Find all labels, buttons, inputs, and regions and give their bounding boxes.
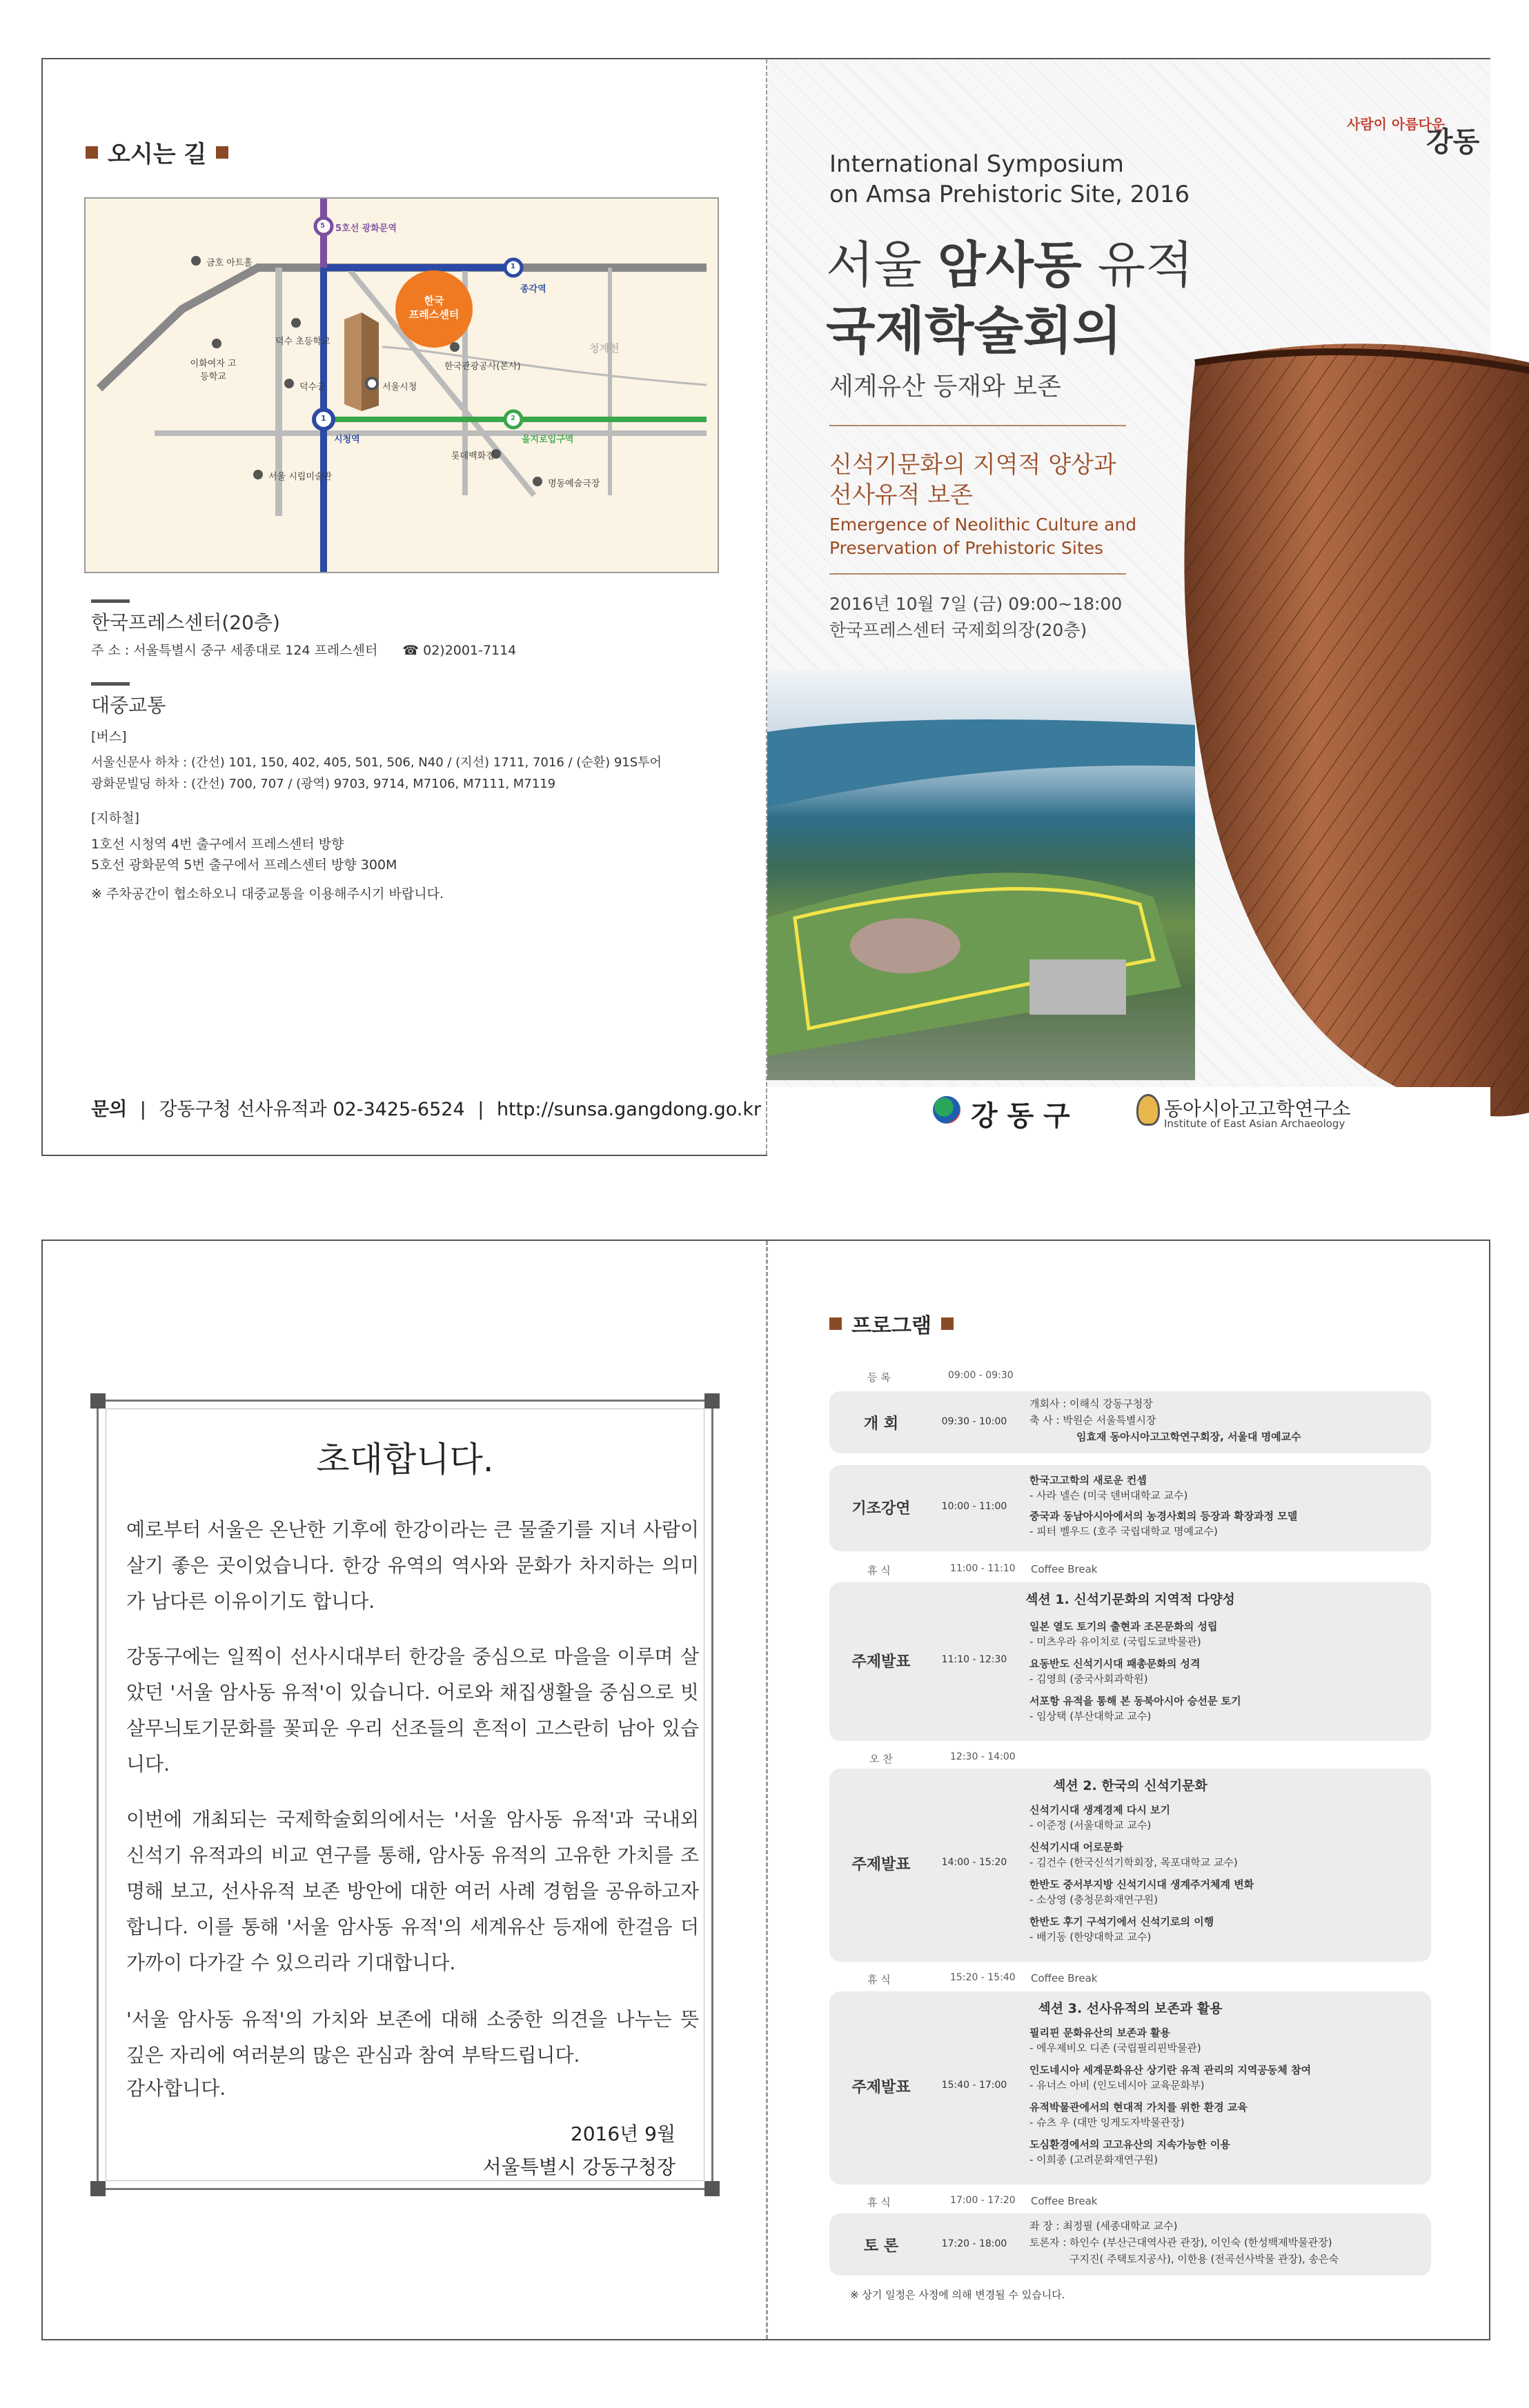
theme-ko-line-2: 선사유적 보존: [829, 481, 973, 509]
session-3-title: 섹션 3. 선사유적의 보존과 활용: [1038, 2001, 1223, 2016]
program-time: 12:30 - 14:00: [950, 1751, 1016, 1762]
event-date: 2016년 10월 7일 (금) 09:00~18:00: [829, 594, 1123, 614]
venue-phone: 02)2001-7114: [423, 643, 517, 658]
org-gangdong: 강 동 구: [971, 1100, 1070, 1132]
contact-url[interactable]: http://sunsa.gangdong.go.kr: [496, 1099, 762, 1120]
map-station-cityhall: 시청역: [334, 435, 360, 445]
program-label: 휴 식: [867, 1973, 891, 1986]
program-time: 17:00 - 17:20: [950, 2195, 1016, 2206]
bus-line-2: 광화문빌딩 하차 : (간선) 700, 707 / (광역) 9703, 9714, M7106, M7111, M7119: [91, 777, 556, 791]
venue-heading: 한국프레스센터(20층): [91, 611, 280, 634]
bullet-square-icon: [829, 1317, 842, 1330]
map-landmark: 덕수 초등학교: [275, 337, 331, 347]
corner-ornament-icon: [90, 2181, 106, 2196]
program-label: 등 록: [867, 1371, 891, 1384]
line-2-badge: 2: [511, 415, 515, 422]
program-time: 11:00 - 11:10: [950, 1563, 1016, 1574]
ko-title-line-2: 국제학술회의: [826, 301, 1122, 361]
fold-line: [766, 1241, 768, 2339]
letter-paragraph: 예로부터 서울은 온난한 기후에 한강이라는 큰 물줄기를 지녀 사람이 살기 좋은 곳이었습니다. 한강 유역의 역사와 문화가 차지하는 의미가 남다른 이유이기도 합니다.: [126, 1518, 699, 1613]
corner-ornament-icon: [704, 2181, 720, 2196]
amsa-aerial-photo: [767, 670, 1195, 1080]
en-title-line-1: International Symposium: [829, 150, 1124, 178]
letter-paragraph: 강동구에는 일찍이 선사시대부터 한강을 중심으로 마을을 이루며 살았던 '서울 암사동 유적'이 있습니다. 어로와 채집생활을 중심으로 빗살무늬토기문화를 꽃피운 우리 선조들의 흔적이 고스란히 남아 있습니다.: [126, 1645, 699, 1775]
ko-title-line-1: 서울 암사동 유적: [826, 236, 1194, 294]
venue-address: 주 소 : 서울특별시 중구 세종대로 124 프레스센터 ☎ 02)2001-7114: [91, 643, 517, 658]
letter-title: 초대합니다.: [316, 1440, 494, 1480]
bullet-square-icon: [86, 146, 98, 159]
program-row-keynote: 기조강연 10:00 - 11:00 한국고고학의 새로운 컨셉 - 사라 넬슨 (미국 덴버대학교 교수) 중국과 동남아시아에서의 농경사회의 등장과 확장과정 모델 - 피터 벨우드 (호주 국립대학교 명예교수): [829, 1465, 1431, 1551]
session-1-title: 섹션 1. 신석기문화의 지역적 다양성: [1025, 1592, 1235, 1607]
program-row-discussion: 토 론 17:20 - 18:00 좌 장 : 최정필 (세종대학교 교수) 토론자 : 하인수 (부산근대역사관 관장), 이인숙 (한성백제박물관장) 구지진( 주택토지공사), 이한용 (전곡선사박물 관장), 송은숙: [829, 2213, 1431, 2276]
cover-divider: [829, 425, 1126, 426]
invitation-letter: [97, 1400, 713, 2190]
cover-subtitle: 세계유산 등재와 보존: [829, 372, 1061, 401]
program-time: 09:00 - 09:30: [948, 1370, 1014, 1381]
letter-signer: 서울특별시 강동구청장: [482, 2156, 675, 2178]
event-venue: 한국프레스센터 국제회의장(20층): [829, 620, 1087, 640]
cover-footer: [767, 1087, 1490, 1156]
line-5-badge: 5: [320, 222, 325, 230]
letter-paragraph: '서울 암사동 유적'의 가치와 보존에 대해 소중한 의견을 나누는 뜻 깊은 자리에 여러분의 많은 관심과 참여 부탁드립니다.: [126, 2008, 699, 2067]
subway-line-1: 1호선 시청역 4번 출구에서 프레스센터 방향: [91, 837, 344, 852]
session-2-title: 섹션 2. 한국의 신석기문화: [1053, 1778, 1207, 1793]
program-break-text: Coffee Break: [1031, 1972, 1098, 1984]
map-landmark: 금호 아트홀: [206, 258, 253, 268]
bullet-square-icon: [216, 146, 228, 159]
program-row-session-1: 주제발표 11:10 - 12:30 일본 열도 토기의 출현과 조몬문화의 성립 - 미츠우라 유이치로 (국립도쿄박물관) 요동반도 신석기시대 패총문화의 성격 - 김영희 (중국사회과학원) 서포항 유적을 통해 본 동북아시아 승선문 토기 - 임상택 (부산대학교 교수): [829, 1582, 1431, 1741]
program-row-session-3: 주제발표 15:40 - 17:00 필리핀 문화유산의 보존과 활용 - 에우제비오 디존 (국립필리핀박물관) 인도네시아 세계문화유산 상기란 유적 관리의 지역공동체 참여 - 유너스 아비 (인도네시아 교육문화부) 유적박물관에서의 현대적 가치를 위한 환경 교육 - 슈츠 우 (대만 잉게도자박물관장) 도심환경에서의 고고유산의 지속가능한 이용 - 이희종 (고려문화재연구원): [829, 1991, 1431, 2185]
letter-paragraph: 이번에 개최되는 국제학술회의에서는 '서울 암사동 유적'과 국내외 신석기 유적과의 비교 연구를 통해, 암사동 유적의 고유한 가치를 조명해 보고, 선사유적 보존 방안에 대한 여러 사례 경험을 공유하고자 합니다. 이를 통해 '서울 암사동 유적'의 세계유산 등재에 한걸음 더 가까이 다가갈 수 있으리라 기대합니다.: [126, 1808, 699, 1974]
theme-en-line-1: Emergence of Neolithic Culture and: [829, 515, 1137, 535]
press-center-label: 한국 프레스센터: [408, 295, 460, 321]
program-label: 오 찬: [869, 1753, 893, 1765]
divider: [91, 599, 130, 603]
program-label: 휴 식: [867, 1564, 891, 1577]
program-note: ※ 상기 일정은 사정에 의해 변경될 수 있습니다.: [850, 2289, 1065, 2301]
directions-title: 오시는 길: [86, 135, 228, 169]
en-title-line-2: on Amsa Prehistoric Site, 2016: [829, 181, 1190, 208]
map-landmark: 서울 시립미술관: [268, 472, 333, 482]
map-landmark: 롯데백화점: [451, 451, 495, 461]
brochure-inner-sheet: [41, 1240, 1490, 2340]
gangdong-emblem-icon: [933, 1096, 960, 1124]
program-row-session-2: 주제발표 14:00 - 15:20 신석기시대 생계경제 다시 보기 - 이준정 (서울대학교 교수) 신석기시대 어로문화 - 김건수 (한국신석기학회장, 목포대학교 교수) 한반도 중서부지방 신석기시대 생계주거체계 변화 - 소상영 (충청문화재연구원) 한반도 후기 구석기에서 신석기로의 이행 - 배기동 (한양대학교 교수): [829, 1769, 1431, 1962]
program-time: 15:20 - 15:40: [950, 1972, 1016, 1983]
program-label: 휴 식: [867, 2196, 891, 2209]
map-landmark: 덕수궁: [299, 382, 326, 392]
subway-label: [지하철]: [91, 810, 139, 826]
map-landmark: 한국관광공사(본사): [444, 361, 521, 372]
map-station-jonggak: 종각역: [520, 284, 546, 295]
map-station-gwanghwamun: 5호선 광화문역: [335, 223, 397, 234]
program-row-opening: 개 회 09:30 - 10:00 개회사 : 이해식 강동구청장 축 사 : 박원순 서울특별시장 임효재 동아시아고고학연구회장, 서울대 명예교수: [829, 1391, 1431, 1453]
map-landmark: 서울시청: [382, 382, 417, 392]
letter-date: 2016년 9월: [570, 2122, 675, 2145]
bullet-square-icon: [941, 1317, 954, 1330]
program-title: 프로그램: [829, 1309, 954, 1339]
brochure-outer-sheet: [41, 58, 1490, 1156]
transit-heading: 대중교통: [91, 694, 166, 717]
program-break-text: Coffee Break: [1031, 1563, 1098, 1575]
line-1-badge: 1: [511, 263, 515, 270]
parking-note: ※ 주차공간이 협소하오니 대중교통을 이용해주시기 바랍니다.: [91, 886, 444, 902]
theme-ko-line-1: 신석기문화의 지역적 양상과: [829, 451, 1116, 479]
gangdong-slogan: 사람이 아름다운: [1347, 116, 1446, 132]
institute-emblem-icon: [1136, 1094, 1160, 1126]
comb-pattern-pottery-image: [1133, 328, 1529, 1128]
line-1-badge: 1: [321, 414, 326, 423]
bus-label: [버스]: [91, 729, 127, 744]
org-institute-en: Institute of East Asian Archaeology: [1164, 1117, 1345, 1130]
gangdong-logo: 강동: [1426, 126, 1480, 158]
map-station-euljiro: 을지로입구역: [522, 435, 574, 445]
corner-ornament-icon: [704, 1393, 720, 1409]
letter-closing: 감사합니다.: [126, 2077, 226, 2100]
location-map: [84, 197, 719, 573]
map-landmark: 이화여자 고등학교: [190, 359, 237, 382]
phone-icon: ☎: [402, 643, 420, 658]
contact-line: 문의 | 강동구청 선사유적과 02-3425-6524 | http://sunsa.gangdong.go.kr: [91, 1099, 762, 1120]
corner-ornament-icon: [90, 1393, 106, 1409]
bus-line-1: 서울신문사 하차 : (간선) 101, 150, 402, 405, 501, 506, N40 / (지선) 1711, 7016 / (순환) 91S투어: [91, 755, 662, 770]
theme-en-line-2: Preservation of Prehistoric Sites: [829, 538, 1104, 558]
map-landmark: 명동예술극장: [548, 479, 600, 489]
divider: [91, 682, 130, 686]
program-break-text: Coffee Break: [1031, 2195, 1098, 2207]
cover-divider: [829, 573, 1126, 575]
org-institute: 동아시아고고학연구소: [1164, 1097, 1351, 1120]
subway-line-2: 5호선 광화문역 5번 출구에서 프레스센터 방향 300M: [91, 857, 397, 873]
map-stream-label: 청계천: [589, 342, 620, 355]
